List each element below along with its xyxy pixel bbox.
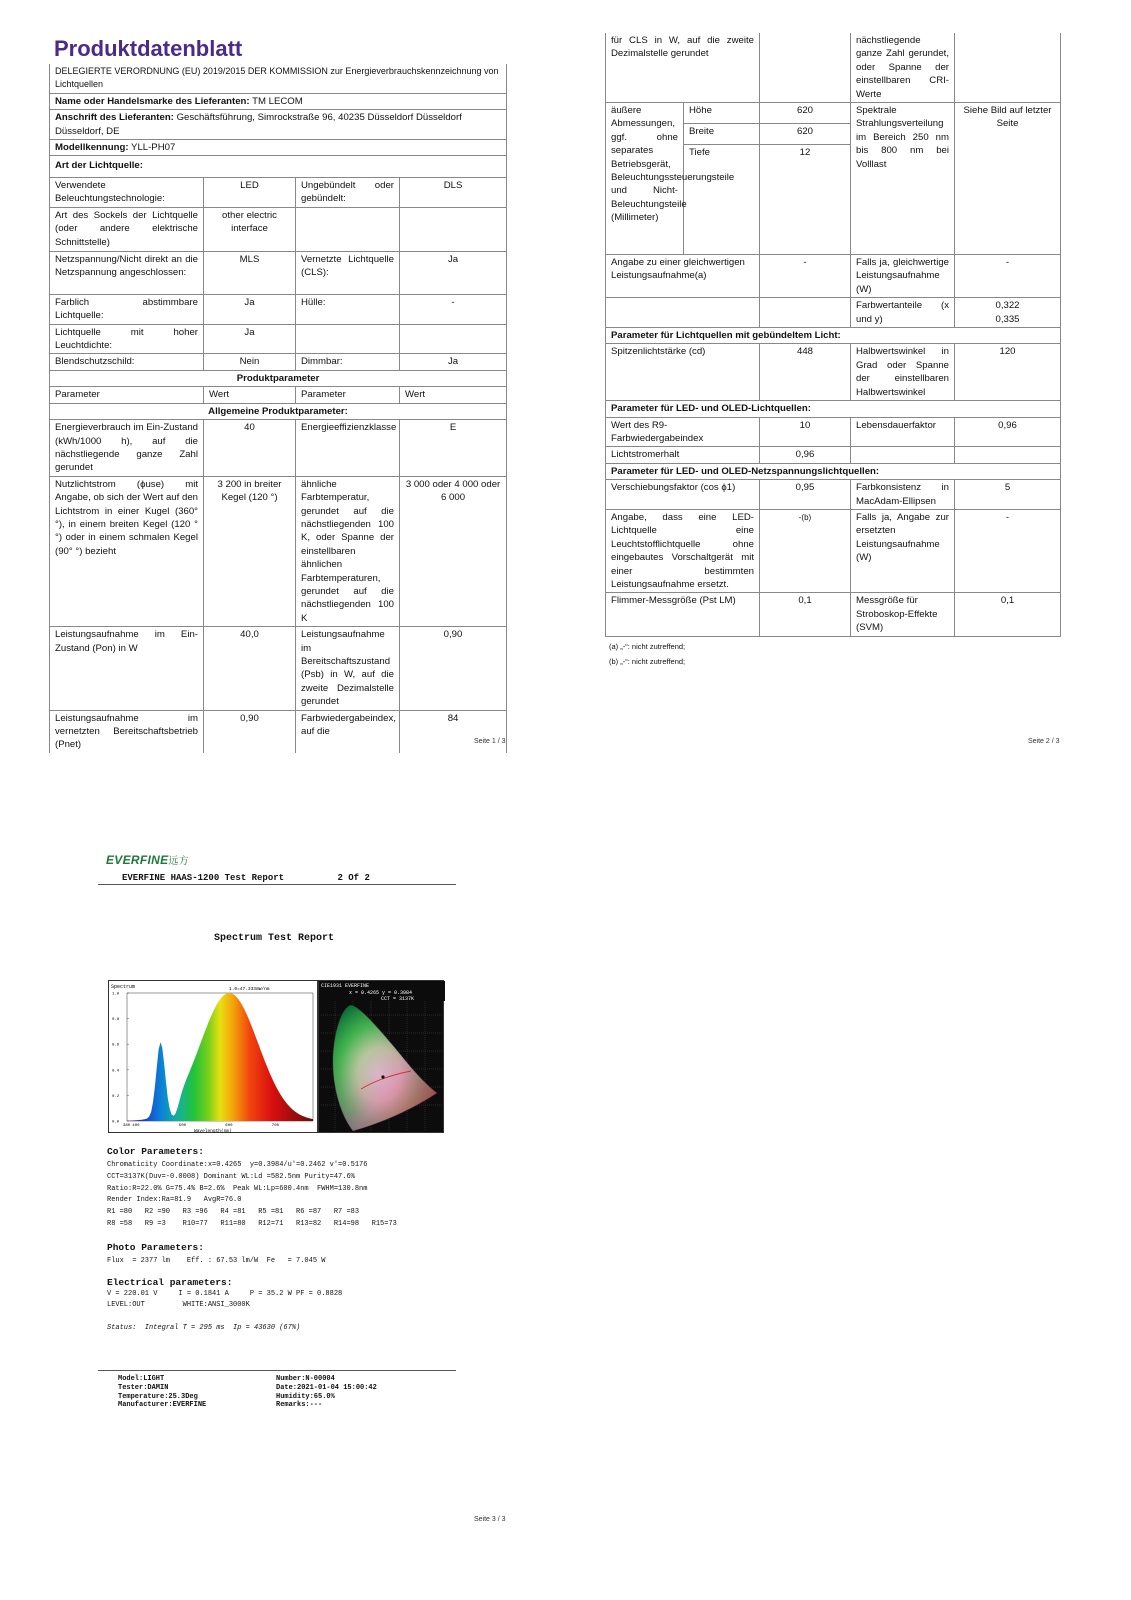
chroma-x: 0,322: [995, 300, 1020, 312]
value-cell: 0,1: [760, 593, 851, 636]
value-cell: 0,96: [955, 417, 1061, 447]
table-row: [606, 255, 1061, 298]
param-cell: [296, 207, 400, 251]
footer-item: Tester:DAMIN: [118, 1383, 169, 1392]
electrical-parameters: [107, 1277, 342, 1310]
value-cell: 40: [204, 420, 296, 477]
param-cell: Lebensdauerfaktor: [851, 417, 955, 447]
dim-name: Breite: [684, 124, 760, 145]
param-cell: Hülle:: [296, 294, 400, 324]
param-cell: Angabe zu einer gleichwertigen Leistungsaufnahme(a): [606, 255, 760, 298]
footer-item: Humidity:65.0%: [276, 1392, 335, 1401]
param-cell: [606, 298, 760, 328]
param-cell: Farbkonsistenz in MacAdam-Ellipsen: [851, 480, 955, 510]
logo-text: EVERFINE: [106, 853, 169, 867]
datasheet-title: Produktdatenblatt: [54, 36, 243, 61]
dim-value: 12: [760, 145, 851, 255]
page-number-3: Seite 3 / 3: [474, 1516, 506, 1523]
param-cell: Flimmer-Messgröße (Pst LM): [606, 593, 760, 636]
y-tick-label: 0.4: [112, 1069, 120, 1074]
value-cell: -(b): [760, 509, 851, 592]
value-cell: 0,90: [204, 710, 296, 753]
column-header: Parameter: [296, 387, 400, 403]
table-row: [606, 103, 1061, 124]
section-gebuendelt: Parameter für Lichtquellen mit gebündeltem Licht:: [606, 328, 1061, 344]
photo-parameters: [107, 1242, 325, 1267]
photo-line: Flux = 2377 lm Eff. : 67.53 lm/W Fe = 7.045 W: [107, 1257, 326, 1265]
value-cell: E: [400, 420, 507, 477]
x-tick-label: 400: [132, 1124, 140, 1128]
spectral-label: Spektrale Strahlungsverteilung im Bereich 250 nm bis 800 nm bei Volllast: [851, 103, 955, 255]
allgemeine-heading: Allgemeine Produktparameter:: [50, 403, 507, 419]
datasheet-table-page2: [605, 33, 1061, 637]
table-row: [50, 294, 507, 324]
address-value: Geschäftsführung, Simrockstraße 96, 40235 Düsseldorf Düsseldorf Düsseldorf, DE: [55, 112, 462, 137]
report-header: [122, 873, 370, 883]
param-cell: Ungebündelt oder gebündelt:: [296, 177, 400, 207]
param-cell: Farbwertanteile (x und y): [851, 298, 955, 328]
value-cell: MLS: [204, 251, 296, 294]
x-tick-label: 500: [178, 1124, 187, 1128]
spectrum-chart-frame: [108, 980, 318, 1133]
supplier-label: Name oder Handelsmarke des Lieferanten:: [55, 95, 250, 107]
param-cell: Halbwertswinkel in Grad oder Spanne der einstellbaren Halbwertswinkel: [851, 344, 955, 401]
everfine-logo: [106, 852, 189, 867]
report-title: Spectrum Test Report: [214, 933, 335, 944]
datasheet-page-1: [49, 33, 506, 753]
color-params-heading: Color Parameters:: [107, 1146, 204, 1157]
report-page-of: 2 Of 2: [337, 873, 370, 883]
x-tick-label: 700: [271, 1124, 280, 1128]
report-header-title: EVERFINE HAAS-1200 Test Report: [122, 873, 285, 883]
photo-params-heading: Photo Parameters:: [107, 1242, 204, 1253]
y-tick-label: 0.0: [112, 1120, 120, 1125]
value-cell: [760, 33, 851, 103]
param-cell: Angabe, dass eine LED-Lichtquelle eine Leuchtstofflichtquelle ohne eingebautes Vorschaltgerät mit einer bestimmten Leistungsaufnahme ersetzt.: [606, 509, 760, 592]
spectrum-curve: [127, 993, 313, 1121]
color-line: R1 =80 R2 =90 R3 =96 R4 =81 R5 =81 R6 =87 R7 =83: [107, 1208, 360, 1217]
y-tick-label: 0.2: [112, 1094, 120, 1099]
param-cell: Wert des R9-Farbwiedergabeindex: [606, 417, 760, 447]
param-cell: [296, 324, 400, 354]
table-row: [50, 324, 507, 354]
chromaticity-values: [955, 298, 1061, 328]
param-cell: [851, 447, 955, 463]
param-cell: Leistungsaufnahme im vernetzten Bereitschaftsbetrieb (Pnet): [50, 710, 204, 753]
param-cell: Lichtstromerhalt: [606, 447, 760, 463]
value-cell: 3 000 oder 4 000 oder 6 000: [400, 476, 507, 626]
value-cell: 3 200 in breiter Kegel (120 °): [204, 476, 296, 626]
param-cell: ähnliche Farbtemperatur, gerundet auf die nächstliegenden 100 K, oder Spanne der einstellbaren ähnlichen Farbtemperaturen, gerundet auf die nächstliegenden 100 K: [296, 476, 400, 626]
table-row: [606, 480, 1061, 510]
spectrum-label: Spectrum: [111, 984, 136, 990]
param-cell: Messgröße für Stroboskop-Effekte (SVM): [851, 593, 955, 636]
value-cell: -: [760, 255, 851, 298]
dim-value: 620: [760, 103, 851, 124]
color-line: R8 =58 R9 =3 R10=77 R11=80 R12=71 R13=82 R14=98 R15=73: [107, 1219, 397, 1228]
supplier-value: TM LECOM: [252, 95, 303, 107]
value-cell: -: [955, 255, 1061, 298]
lightsource-type-heading: Art der Lichtquelle:: [50, 156, 507, 177]
param-cell: Nutzlichtstrom (ϕuse) mit Angabe, ob sich der Wert auf den Lichtstrom in einer Kugel (360° °), in einem breiten Kegel (120 °°) oder in einem schmalen Kegel (90° °) bezieht: [50, 476, 204, 626]
elec-line: LEVEL:OUT WHITE:ANSI_3000K: [107, 1300, 250, 1309]
x-tick-label: 380: [123, 1124, 131, 1128]
param-cell: Leistungsaufnahme im Bereitschaftszustand (Psb) in W, auf die zweite Dezimalstelle gerundet: [296, 627, 400, 710]
footer-item: Temperature:25.3Deg: [118, 1392, 198, 1401]
dim-name: Tiefe: [684, 145, 760, 255]
param-cell: Art des Sockels der Lichtquelle (oder andere elektrische Schnittstelle): [50, 207, 204, 251]
value-cell: 120: [955, 344, 1061, 401]
value-cell: 5: [955, 480, 1061, 510]
column-header: Wert: [204, 387, 296, 403]
column-header: Wert: [400, 387, 507, 403]
footer-item: Model:LIGHT: [118, 1375, 165, 1383]
report-footer-left: [118, 1375, 206, 1410]
table-row: [606, 593, 1061, 636]
table-row: [50, 354, 507, 370]
value-cell: [400, 207, 507, 251]
value-cell: LED: [204, 177, 296, 207]
param-cell: Falls ja, gleichwertige Leistungsaufnahme (W): [851, 255, 955, 298]
table-row: [606, 344, 1061, 401]
spectrum-xlabel: Wavelength(nm): [194, 1129, 232, 1134]
value-cell: 84: [400, 710, 507, 753]
param-cell: für CLS in W, auf die zweite Dezimalstelle gerundet: [606, 33, 760, 103]
spectrum-chart: [109, 981, 319, 1134]
produktparameter-heading: Produktparameter: [50, 370, 507, 386]
address-row: [50, 110, 507, 140]
table-row: [606, 417, 1061, 447]
dimensions-label: äußere Abmessungen, ggf. ohne separates Betriebsgerät, Beleuchtungssteuerungsteile und Nicht-Beleuchtungsteile (Millimeter): [606, 103, 684, 255]
value-cell: 0,1: [955, 593, 1061, 636]
param-cell: Dimmbar:: [296, 354, 400, 370]
chroma-y: 0,335: [995, 313, 1020, 325]
section-mains: Parameter für LED- und OLED-Netzspannungslichtquellen:: [606, 463, 1061, 479]
param-cell: nächstliegende ganze Zahl gerundet, oder Spanne der einstellbaren CRI-Werte: [851, 33, 955, 103]
color-line: Chromaticity Coordinate:x=0.4265 y=0.3984/u'=0.2462 v'=0.5176: [107, 1161, 368, 1169]
table-row: [50, 177, 507, 207]
color-line: Ratio:R=22.0% G=75.4% B=2.6% Peak WL:Lp=600.4nm FWHM=130.8nm: [107, 1184, 368, 1193]
spectral-value: Siehe Bild auf letzter Seite: [955, 103, 1061, 255]
param-cell: Vernetzte Lichtquelle (CLS):: [296, 251, 400, 294]
value-cell: 448: [760, 344, 851, 401]
regulation-text: DELEGIERTE VERORDNUNG (EU) 2019/2015 DER KOMMISSION zur Energieverbrauchskennzeichnung von Lichtquellen: [50, 64, 507, 93]
param-cell: Verwendete Beleuchtungstechnologie:: [50, 177, 204, 207]
datasheet-table-page1: [49, 64, 507, 753]
value-cell: [400, 324, 507, 354]
model-value: YLL-PH07: [131, 142, 176, 154]
section-led: Parameter für LED- und OLED-Lichtquellen:: [606, 401, 1061, 417]
page-number-2: Seite 2 / 3: [1028, 738, 1060, 745]
value-cell: 0,95: [760, 480, 851, 510]
footer-item: Manufacturer:EVERFINE: [118, 1401, 207, 1410]
param-cell: Farblich abstimmbare Lichtquelle:: [50, 294, 204, 324]
chromaticity-point: [381, 1075, 384, 1078]
y-tick-label: 0.8: [112, 1018, 120, 1023]
value-cell: 40,0: [204, 627, 296, 710]
value-cell: Ja: [204, 324, 296, 354]
footer-item: Remarks:---: [276, 1401, 323, 1410]
header-divider: [98, 884, 456, 885]
param-cell: Verschiebungsfaktor (cos ϕ1): [606, 480, 760, 510]
param-cell: Farbwiedergabeindex, auf die: [296, 710, 400, 753]
param-cell: Lichtquelle mit hoher Leuchtdichte:: [50, 324, 204, 354]
value-cell: 0,90: [400, 627, 507, 710]
elec-line: V = 220.01 V I = 0.1841 A P = 35.2 W PF = 0.8828: [107, 1290, 343, 1298]
table-row: [606, 33, 1061, 103]
datasheet-page-2: [605, 33, 1060, 667]
value-cell: Ja: [400, 354, 507, 370]
value-cell: other electric interface: [204, 207, 296, 251]
elec-params-heading: Electrical parameters:: [107, 1277, 233, 1288]
footer-item: Date:2021-01-04 15:00:42: [276, 1383, 377, 1392]
page-number-1: Seite 1 / 3: [474, 738, 506, 745]
model-label: Modellkennung:: [55, 142, 129, 154]
color-line: Render Index:Ra=81.9 AvgR=76.0: [107, 1196, 242, 1205]
model-row: [50, 140, 507, 156]
column-header-row: [50, 387, 507, 403]
y-tick-label: 0.6: [112, 1043, 120, 1048]
y-tick-label: 1.0: [112, 992, 120, 997]
table-row: [606, 447, 1061, 463]
value-cell: 10: [760, 417, 851, 447]
param-cell: Blendschutzschild:: [50, 354, 204, 370]
spectrum-peak-label: 1.0=47.333mW/nm: [229, 987, 270, 992]
dim-name: Höhe: [684, 103, 760, 124]
cie-chart-frame: [318, 980, 444, 1133]
param-cell: Netzspannung/Nicht direkt an die Netzspannung angeschlossen:: [50, 251, 204, 294]
param-cell: Leistungsaufnahme im Ein-Zustand (Pon) in W: [50, 627, 204, 710]
report-footer-right: [276, 1375, 377, 1410]
x-tick-label: 600: [225, 1124, 233, 1128]
value-cell: DLS: [400, 177, 507, 207]
footer-divider: [98, 1370, 456, 1371]
table-row: [50, 251, 507, 294]
param-cell: Spitzenlichtstärke (cd): [606, 344, 760, 401]
param-cell: Energieeffizienzklasse: [296, 420, 400, 477]
logo-cn-text: 远方: [168, 856, 190, 867]
table-row: [50, 476, 507, 626]
footnote-b: (b) „-“: nicht zutreffend;: [609, 656, 686, 666]
supplier-row: [50, 93, 507, 109]
address-label: Anschrift des Lieferanten:: [55, 112, 174, 124]
footnote-a: (a) „-“: nicht zutreffend;: [609, 641, 686, 651]
table-row: [606, 298, 1061, 328]
value-cell: -: [400, 294, 507, 324]
footer-item: Number:N-00004: [276, 1375, 335, 1383]
table-row: [50, 627, 507, 710]
param-cell: Falls ja, Angabe zur ersetzten Leistungsaufnahme (W): [851, 509, 955, 592]
table-row: [606, 509, 1061, 592]
status-line: Status: Integral T = 295 ms Ip = 43630 (67%): [107, 1324, 301, 1332]
table-row: [50, 420, 507, 477]
value-cell: Ja: [400, 251, 507, 294]
cie-diagram: [319, 981, 445, 1134]
value-cell: [955, 447, 1061, 463]
cie-cct: CCT = 3137K: [381, 996, 415, 1002]
value-cell: Ja: [204, 294, 296, 324]
table-row: [50, 207, 507, 251]
value-cell: Nein: [204, 354, 296, 370]
value-cell: 0,96: [760, 447, 851, 463]
color-line: CCT=3137K(Duv=-0.0008) Dominant WL:Ld =582.5nm Purity=47.6%: [107, 1172, 355, 1181]
column-header: Parameter: [50, 387, 204, 403]
color-parameters: [107, 1146, 437, 1231]
dim-value: 620: [760, 124, 851, 145]
cie-xy: x = 0.4265 y = 0.3984: [349, 990, 413, 996]
table-row: [50, 710, 507, 753]
cie-title: CIE1931 EVERFINE: [321, 983, 370, 989]
param-cell: Energieverbrauch im Ein-Zustand (kWh/1000 h), auf die nächstliegende ganze Zahl gerundet: [50, 420, 204, 477]
value-cell: -: [955, 509, 1061, 592]
value-cell: [955, 33, 1061, 103]
value-cell: [760, 298, 851, 328]
